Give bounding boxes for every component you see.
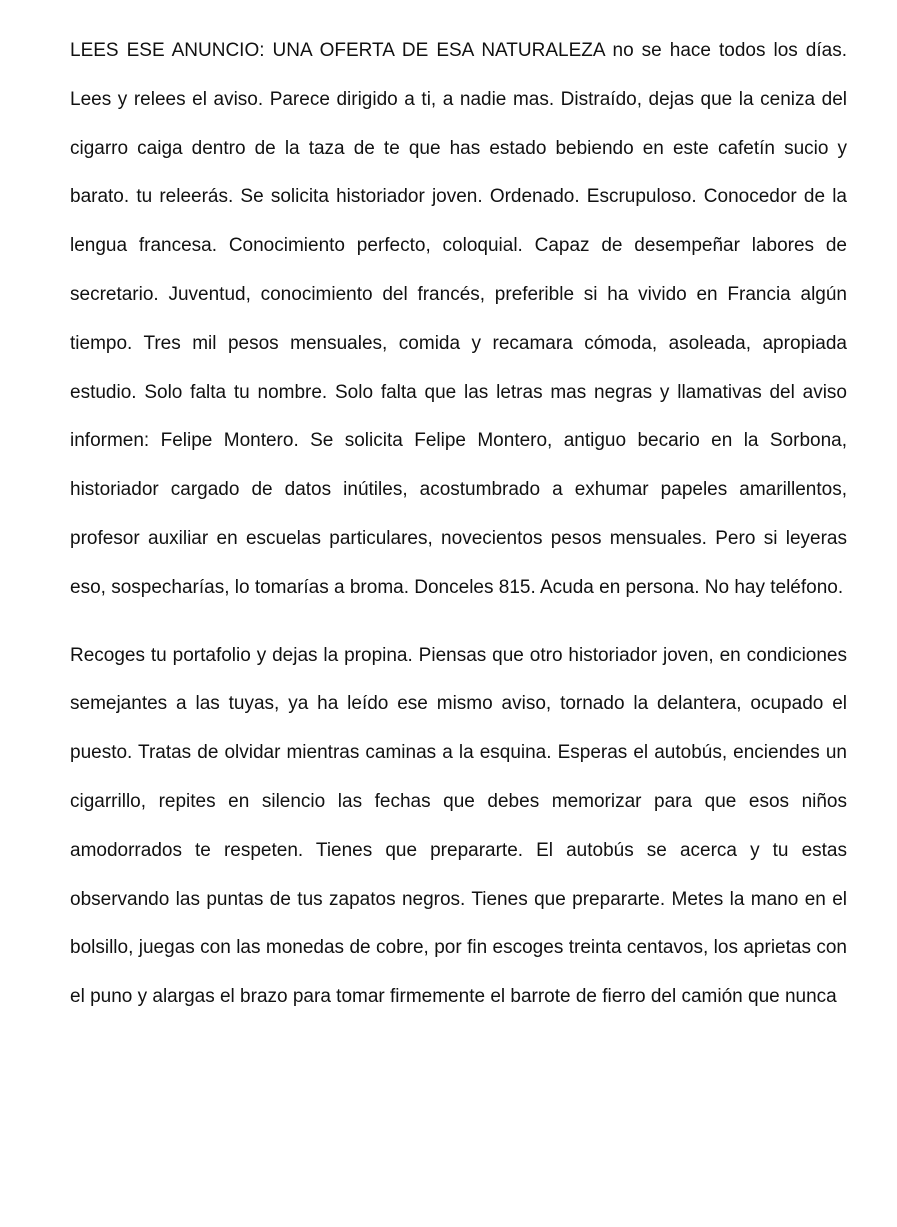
- document-page: [70, 27, 847, 1022]
- paragraph-2: Recoges tu portafolio y dejas la propina. Piensas que otro historiador joven, en condiciones semejantes a las tuyas, ya ha leído ese mismo aviso, tornado la delantera, ocupado el puesto. Tratas de olvidar mientras caminas a la esquina. Esperas el autobús, enciendes un cigarrillo, repites en silencio las fechas que debes memorizar para que esos niños amodorrados te respeten. Tienes que prepararte. El autobús se acerca y tu estas observando las puntas de tus zapatos negros. Tienes que prepararte. Metes la mano en el bolsillo, juegas con las monedas de cobre, por fin escoges treinta centavos, los aprietas con el puno y alargas el brazo para tomar firmemente el barrote de fierro del camión que nunca: [70, 644, 847, 1008]
- paragraph-1: LEES ESE ANUNCIO: UNA OFERTA DE ESA NATURALEZA no se hace todos los días. Lees y relees el aviso. Parece dirigido a ti, a nadie mas. Distraído, dejas que la ceniza del cigarro caiga dentro de la taza de te que has estado bebiendo en este cafetín sucio y barato. tu releerás. Se solicita historiador joven. Ordenado. Escrupuloso. Conocedor de la lengua francesa. Conocimiento perfecto, coloquial. Capaz de desempeñar labores de secretario. Juventud, conocimiento del francés, preferible si ha vivido en Francia algún tiempo. Tres mil pesos mensuales, comida y recamara cómoda, asoleada, apropiada estudio. Solo falta tu nombre. Solo falta que las letras mas negras y llamativas del aviso informen: Felipe Montero. Se solicita Felipe Montero, antiguo becario en la Sorbona, historiador cargado de datos inútiles, acostumbrado a exhumar papeles amarillentos, profesor auxiliar en escuelas particulares, novecientos pesos mensuales. Pero si leyeras eso, sospecharías, lo tomarías a broma. Donceles 815. Acuda en persona. No hay teléfono.: [70, 40, 847, 598]
